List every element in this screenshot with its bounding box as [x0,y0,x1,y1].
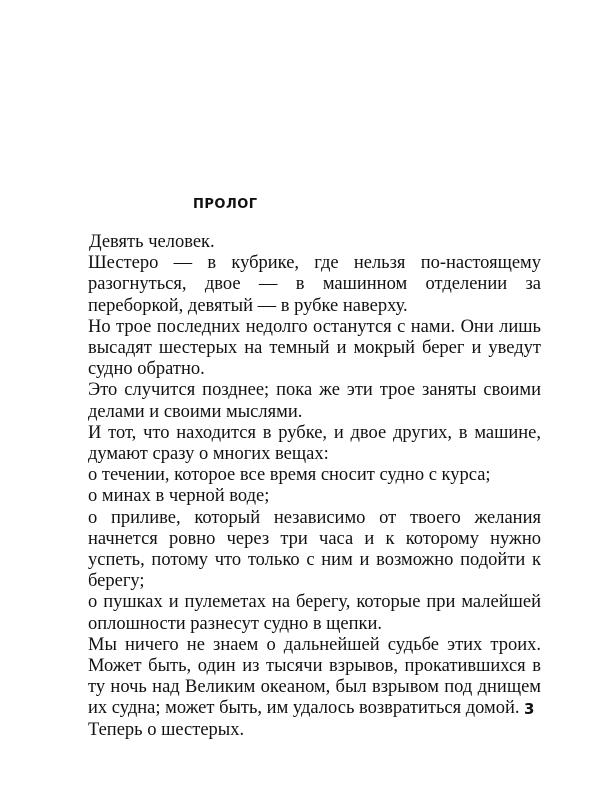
paragraph: о пушках и пулеметах на берегу, которые при малейшей оплошности разнесут судно в щепки. [88,592,541,634]
paragraph: Теперь о шестерых. [88,719,245,740]
paragraph: Девять человек. [89,232,215,252]
paragraph: о минах в черной воде; [88,486,270,507]
paragraph: о течении, которое все время сносит судно с курса; [88,465,491,486]
paragraph: Это случится позднее; пока же эти трое заняты своими делами и своими мыслями. [88,380,541,422]
paragraph: И тот, что находится в рубке, и двое других, в машине, думают сразу о многих вещах: [88,422,541,465]
chapter-heading: ПРОЛОГ [193,197,258,212]
paragraph: Но трое последних недолго останутся с нами. Они лишь высадят шестерых на темный и мокрый берег и уведут судно обратно. [88,316,541,380]
paragraph: о приливе, который независимо от твоего желания начнется ровно через три часа и к которому нужно успеть, потому что только с ним и возможно подойти к берегу; [88,507,541,592]
paragraph: Мы ничего не знаем о дальнейшей судьбе этих троих. Может быть, один из тысячи взрывов, прокатившихся в ту ночь над Великим океаном, был взрывом под днищем их судна; может быть, им удалось возвратиться домой. [88,634,541,719]
page-number: 3 [524,700,535,718]
body-text [88,232,541,741]
paragraph: Шестеро — в кубрике, где нельзя по-настоящему разогнуться, двое — в машинном отделении за переборкой, девятый — в рубке наверху. [88,253,541,316]
